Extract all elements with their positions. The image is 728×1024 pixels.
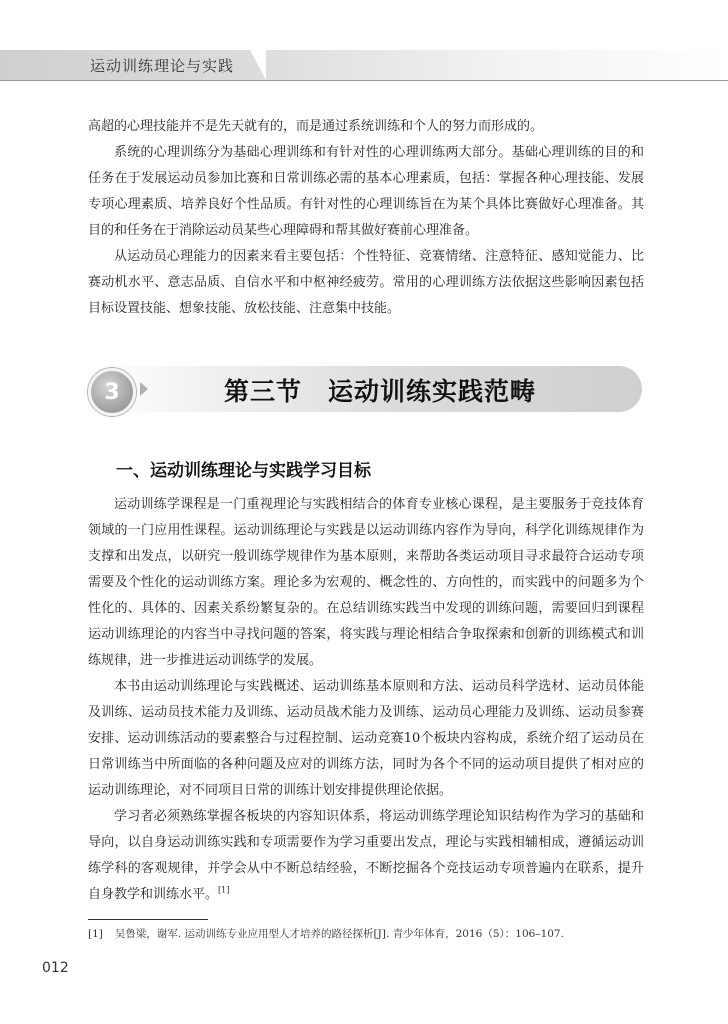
paragraph: 高超的心理技能并不是先天就有的，而是通过系统训练和个人的努力而形成的。 [88, 119, 544, 134]
footnote-marker: [1] [88, 928, 103, 940]
top-text-block [88, 114, 644, 322]
header-band-notch [250, 50, 266, 80]
subsection-title-text: 一、运动训练理论与实践学习目标 [116, 461, 371, 481]
section-banner [94, 366, 642, 412]
footnote [88, 926, 564, 941]
subsection-title [116, 456, 371, 481]
paragraph: 本书由运动训练理论与实践概述、运动训练基本原则和方法、运动员科学选材、运动员体能及训练、运动员技术能力及训练、运动员战术能力及训练、运动员心理能力及训练、运动员参赛安排、运动训练活动的要素整合与过程控制、运动竞赛10个板块内容构成，系统介绍了运动员在日常训练当中所面临的各种问题及应对的训练方法，同时为各个不同的运动项目提供了相对应的运动训练理论，对不同项目日常的训练计划安排提供理论依据。 [88, 679, 644, 798]
section-number: 3 [104, 379, 120, 405]
triangle-arrow-icon [140, 382, 148, 396]
running-title: 运动训练理论与实践 [90, 57, 235, 75]
running-header [0, 50, 728, 80]
main-text-block [88, 492, 644, 908]
paragraph-with-citation [88, 804, 644, 908]
footnote-text: 吴鲁梁，谢军. 运动训练专业应用型人才培养的路径探析[J]. 青少年体育，2016（5）：106–107. [114, 928, 564, 940]
paragraph: 从运动员心理能力的因素来看主要包括：个性特征、竞赛情绪、注意特征、感知觉能力、比赛动机水平、意志品质、自信水平和中枢神经疲劳。常用的心理训练方法依据这些影响因素包括目标设置技能、想象技能、放松技能、注意集中技能。 [88, 249, 644, 316]
footnote-rule [88, 919, 208, 920]
paragraph: 系统的心理训练分为基础心理训练和有针对性的心理训练两大部分。基础心理训练的目的和任务在于发展运动员参加比赛和日常训练必需的基本心理素质，包括：掌握各种心理技能、发展专项心理素质、培养良好个性品质。有针对性的心理训练旨在为某个具体比赛做好心理准备。其目的和任务在于消除运动员某些心理障碍和帮其做好赛前心理准备。 [88, 145, 644, 238]
page-number: 012 [42, 960, 69, 976]
paragraph-text: 学习者必须熟练掌握各板块的内容知识体系，将运动训练学理论知识结构作为学习的基础和导向，以自身运动训练实践和专项需要作为学习重要出发点，理论与实践相辅相成，遵循运动训练学科的客观规律，并学会从中不断总结经验，不断挖掘各个竞技运动专项普遍内在联系，提升自身教学和训练水平。 [88, 809, 644, 902]
header-rule [0, 80, 728, 81]
paragraph: 运动训练学课程是一门重视理论与实践相结合的体育专业核心课程，是主要服务于竞技体育领域的一门应用性课程。运动训练理论与实践是以运动训练内容作为导向，科学化训练规律作为支撑和出发点，以研究一般训练学规律作为基本原则，来帮助各类运动项目寻求最符合运动专项需要及个性化的运动训练方案。理论多为宏观的、概念性的、方向性的，而实践中的问题多为个性化的、具体的、因素关系纷繁复杂的。在总结训练实践当中发现的训练问题，需要回归到课程运动训练理论的内容当中寻找问题的答案，将实践与理论相结合争取探索和创新的训练模式和训练规律，进一步推进运动训练学的发展。 [88, 497, 644, 668]
section-title: 第三节 运动训练实践范畴 [224, 377, 537, 406]
section-number-badge [88, 368, 136, 416]
citation-marker: [1] [218, 885, 230, 895]
